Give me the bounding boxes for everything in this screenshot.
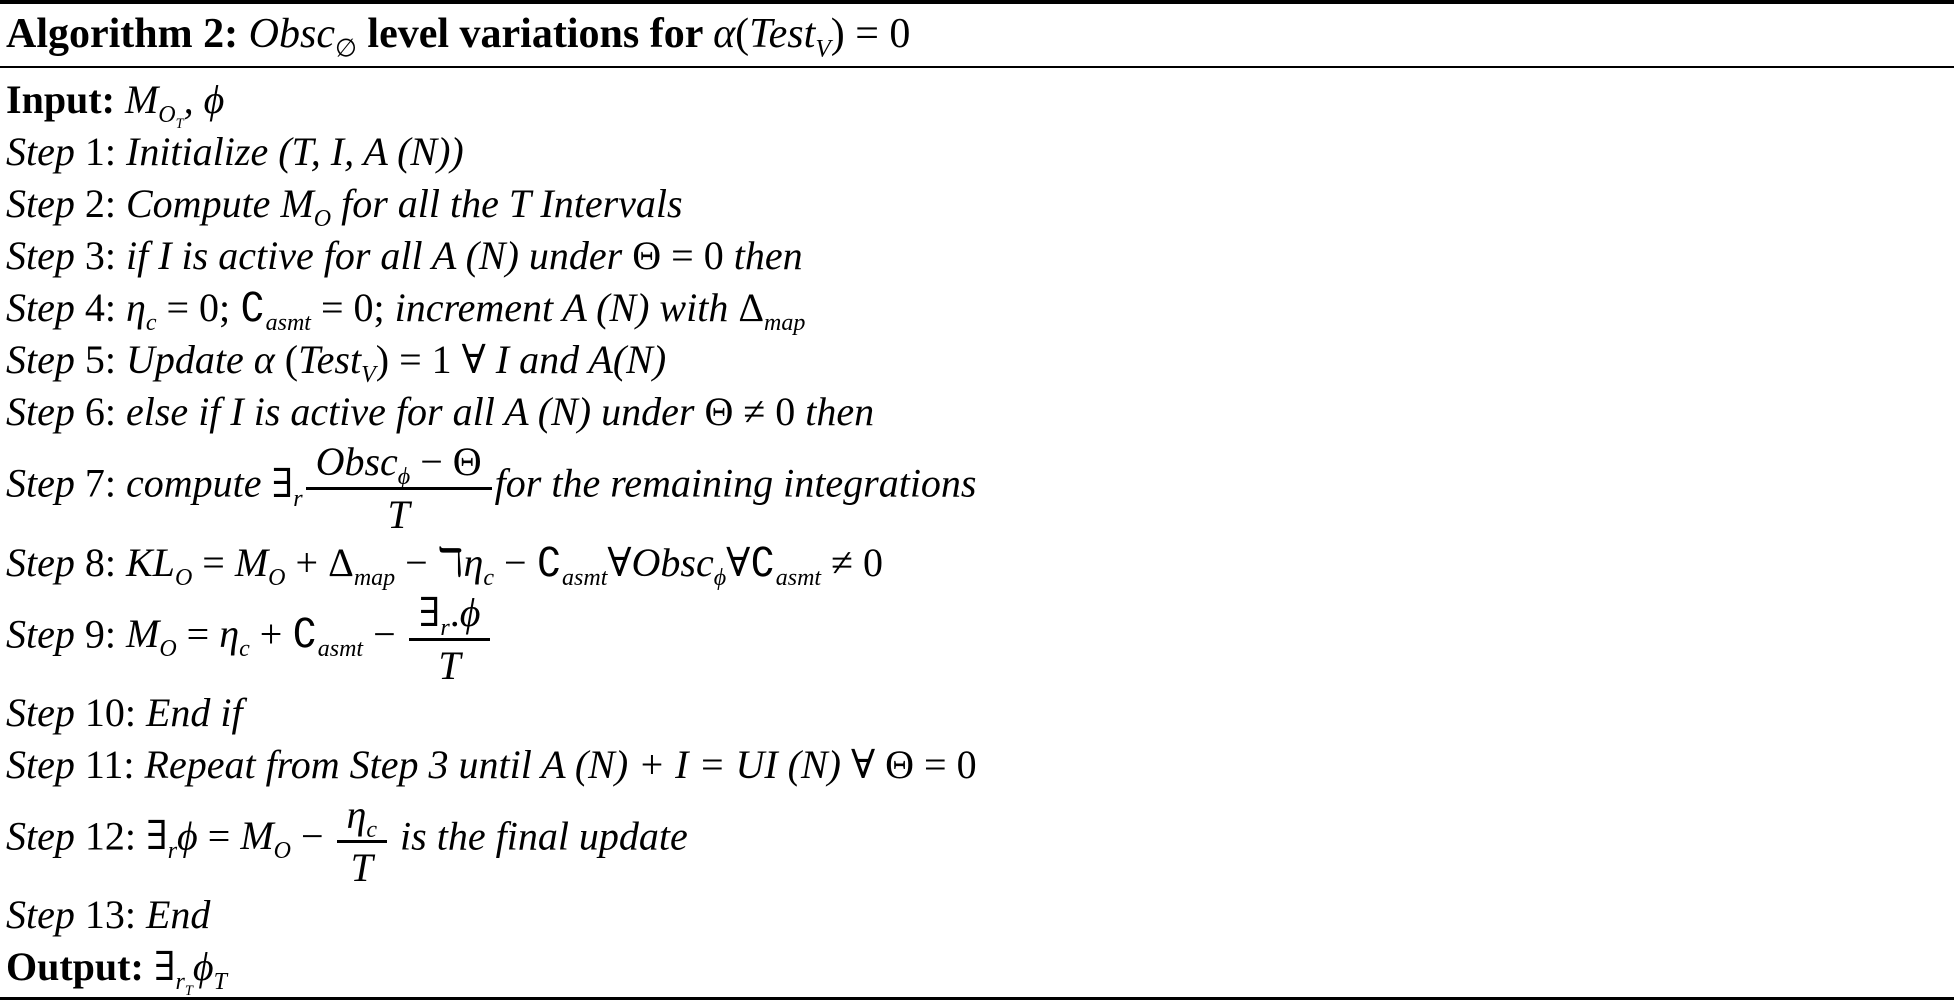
text-run: ∀ (607, 539, 632, 585)
text-run: T (184, 983, 193, 1000)
text-run: Update α (126, 337, 285, 383)
text-run: for all the T Intervals (331, 181, 683, 227)
subscripted-term (124, 77, 184, 132)
step-2 (6, 178, 1948, 233)
fraction-numerator (306, 438, 492, 490)
text-run: T (213, 969, 227, 996)
text-run: ∅ (334, 35, 357, 63)
text-run: M (234, 539, 269, 585)
subscripted-term (126, 539, 193, 591)
subscript (266, 310, 311, 336)
text-run: 13: (74, 892, 146, 938)
subscript (239, 636, 250, 662)
text-run: − Θ (410, 439, 482, 485)
text-run: V (815, 35, 831, 63)
subscripted-term (631, 539, 727, 591)
complement-symbol (536, 539, 608, 591)
text-run: compute (126, 460, 272, 506)
text-run: Θ ≠ 0 (704, 389, 806, 435)
algorithm-body (0, 68, 1954, 1000)
subscript (562, 565, 607, 591)
subscript (361, 362, 376, 388)
title-text: level variations for (356, 11, 714, 57)
algorithm-label: Algorithm 2: (6, 11, 249, 57)
text-run: c (239, 635, 250, 662)
subscripted-term (126, 610, 177, 662)
step-7 (6, 438, 1948, 536)
subscripted-term (219, 610, 250, 662)
daleth-symbol: ℸ (437, 539, 464, 585)
text-run: ∀ Θ = 0 (851, 741, 977, 787)
subscript (815, 35, 830, 62)
text-run: c (483, 564, 494, 591)
output-line (6, 941, 1948, 1000)
text-run: ϕ (397, 464, 411, 491)
text-run: T (387, 492, 410, 538)
step-1 (6, 126, 1948, 178)
text-run: + (285, 539, 329, 585)
step-13 (6, 889, 1948, 941)
text-run: Test (749, 11, 816, 57)
complement-symbol (240, 285, 311, 337)
fraction (306, 438, 492, 536)
text-run: + (249, 610, 293, 656)
text-run: map (353, 564, 396, 591)
text-run: η (463, 539, 484, 585)
text-run: Θ = 0 (632, 233, 734, 279)
text-run: ∁ (240, 285, 266, 331)
text-run: M (124, 77, 159, 123)
text-run: = (197, 813, 241, 859)
subscripted-term (126, 285, 157, 337)
input-label: Input: (6, 77, 125, 123)
fraction (337, 791, 388, 889)
subscript (158, 102, 184, 132)
text-run: = (176, 610, 220, 656)
text-run: T (350, 845, 373, 891)
text-run: ( (735, 11, 750, 57)
text-run: Obsc (248, 11, 335, 57)
fraction-denominator (409, 641, 491, 687)
subscript (318, 636, 363, 662)
step-9 (6, 589, 1948, 687)
text-run: − (395, 539, 438, 585)
subscript (483, 565, 494, 591)
subscript (764, 310, 805, 336)
text-run: asmt (775, 564, 822, 591)
text-run: map (764, 310, 806, 337)
subscripted-term (738, 285, 806, 337)
text-run: η (219, 610, 240, 656)
text-run: O (313, 206, 332, 233)
text-run: r (167, 838, 178, 865)
text-run: O (174, 564, 193, 591)
text-run: End (146, 892, 211, 938)
text-run: 3: (74, 233, 126, 279)
text-run: ∃ (146, 813, 168, 859)
text-run: ∀ (726, 539, 751, 585)
text-run: ϕ (713, 564, 727, 591)
text-run: − (363, 610, 406, 656)
text-run: Compute (126, 181, 281, 227)
text-run: ϕ (459, 589, 481, 635)
text-run: ( (284, 337, 299, 383)
step-6 (6, 386, 1948, 438)
text-run: . (449, 589, 460, 635)
subscript (398, 464, 410, 490)
subscripted-term (315, 439, 411, 491)
subscripted-term (346, 791, 378, 843)
text-run: then (805, 389, 875, 435)
text-run: 11: (74, 741, 145, 787)
step-12 (6, 791, 1948, 889)
text-run: 7: (74, 460, 126, 506)
text-run: else if I is active for all A (N) under (126, 389, 705, 435)
step-label: Step (6, 892, 75, 938)
subscripted-term (418, 589, 450, 641)
obsc-empty-term (248, 11, 357, 63)
subscripted-term (158, 102, 184, 132)
text-run: 4: (74, 285, 126, 331)
text-run: 9: (74, 610, 126, 656)
text-run: increment A (N) with (394, 285, 739, 331)
fraction-denominator (337, 843, 388, 889)
text-run: ∃ (153, 944, 176, 990)
subscript (314, 206, 331, 232)
subscripted-term (175, 969, 193, 1000)
text-run: ) = 1 ∀ (375, 337, 496, 383)
text-run: T (438, 642, 461, 688)
subscript (146, 310, 157, 336)
subscripted-term (280, 181, 332, 233)
text-run: O (159, 635, 177, 662)
subscript (354, 565, 395, 591)
subscript (366, 817, 377, 843)
text-run: ∁ (292, 610, 318, 656)
step-label: Step (6, 689, 75, 735)
subscript (175, 565, 192, 591)
text-run: End if (146, 689, 243, 735)
step-5 (6, 334, 1948, 389)
step-label: Step (6, 460, 75, 506)
text-run: − (494, 539, 537, 585)
subscripted-term (328, 539, 396, 591)
text-run: Obsc (315, 439, 398, 485)
text-run: η (346, 791, 367, 837)
text-run: M (240, 813, 274, 859)
step-label: Step (6, 813, 75, 859)
text-run: Repeat from Step 3 until A (N) + I = UI (N) (144, 741, 851, 787)
step-10 (6, 687, 1948, 739)
text-run: I and A(N) (495, 337, 667, 383)
text-run: c (366, 816, 378, 843)
algorithm-header (0, 4, 1954, 68)
text-run: KL (126, 539, 175, 585)
text-run: α (713, 11, 736, 57)
subscripted-term (146, 813, 178, 865)
step-11 (6, 739, 1948, 791)
text-run: Δ (738, 285, 765, 331)
subscript (268, 565, 285, 591)
text-run: asmt (317, 635, 364, 662)
subscript (214, 969, 227, 995)
text-run: asmt (562, 564, 608, 591)
subscript (335, 35, 357, 62)
fraction (409, 589, 491, 687)
text-run: M (280, 181, 314, 227)
text-run: 6: (74, 389, 126, 435)
text-run: 12: (74, 813, 146, 859)
text-run: r (175, 969, 185, 996)
step-label: Step (6, 610, 75, 656)
text-run: asmt (265, 310, 311, 337)
text-run: = 0; (156, 285, 241, 331)
step-label: Step (6, 539, 75, 585)
step-3 (6, 230, 1948, 282)
text-run: r (293, 485, 303, 512)
step-label: Step (6, 337, 75, 383)
text-run: Δ (328, 539, 354, 585)
subscript (440, 615, 449, 641)
input-line (6, 74, 1948, 132)
subscripted-term (298, 337, 376, 389)
text-run: ) = 0 (830, 11, 911, 57)
text-run: 2: (74, 181, 126, 227)
text-run: − (290, 813, 334, 859)
subscripted-term (192, 944, 227, 996)
subscript (185, 983, 193, 999)
step-label: Step (6, 181, 75, 227)
text-run: ∁ (750, 539, 776, 585)
text-run: 1: (74, 129, 126, 175)
text-run: Test (298, 337, 362, 383)
step-label: Step (6, 389, 75, 435)
text-run: then (733, 233, 803, 279)
fraction-denominator (306, 490, 492, 536)
fraction-numerator (337, 791, 388, 843)
text-run: V (361, 362, 376, 389)
subscripted-term (463, 539, 495, 591)
text-run: r (440, 614, 450, 641)
subscripted-term (749, 11, 831, 63)
text-run: Obsc (631, 539, 714, 585)
step-label: Step (6, 129, 75, 175)
subscript (293, 486, 302, 512)
text-run: ∃ (418, 589, 441, 635)
subscripted-term (240, 813, 291, 865)
text-run: Initialize (T, I, A (N)) (126, 129, 464, 175)
text-run: c (145, 310, 157, 337)
step-label: Step (6, 741, 75, 787)
step-8 (6, 537, 1948, 589)
text-run: ∃ (271, 460, 294, 506)
text-run: η (126, 285, 146, 331)
text-run: ∁ (536, 539, 563, 585)
subscripted-term (271, 460, 303, 512)
text-run: ϕ (177, 813, 198, 859)
subscripted-term (153, 944, 193, 1000)
subscripted-term (234, 539, 286, 591)
text-run: O (268, 564, 286, 591)
text-run: if I is active for all A (N) under (126, 233, 633, 279)
complement-symbol (292, 610, 364, 662)
fraction-numerator (409, 589, 491, 641)
subscript (274, 838, 291, 864)
text-run: = (192, 539, 235, 585)
text-run: 8: (74, 539, 126, 585)
subscript (175, 969, 193, 1000)
text-run: for the remaining integrations (494, 460, 977, 506)
text-run: , ϕ (183, 77, 225, 123)
subscript (714, 565, 726, 591)
subscript (159, 636, 176, 662)
text-run: is the final update (390, 813, 688, 859)
text-run: 5: (74, 337, 126, 383)
text-run: O (158, 102, 176, 129)
text-run: O (273, 838, 291, 865)
step-label: Step (6, 285, 75, 331)
complement-symbol (750, 539, 822, 591)
text-run: 10: (74, 689, 146, 735)
step-4 (6, 282, 1948, 337)
subscript (168, 838, 177, 864)
text-run: T (175, 115, 184, 132)
output-label: Output: (6, 944, 154, 990)
text-run: = 0; (310, 285, 395, 331)
text-run: ϕ (192, 944, 214, 990)
subscript (776, 565, 821, 591)
text-run: M (126, 610, 160, 656)
step-label: Step (6, 233, 75, 279)
text-run: ≠ 0 (821, 539, 884, 585)
